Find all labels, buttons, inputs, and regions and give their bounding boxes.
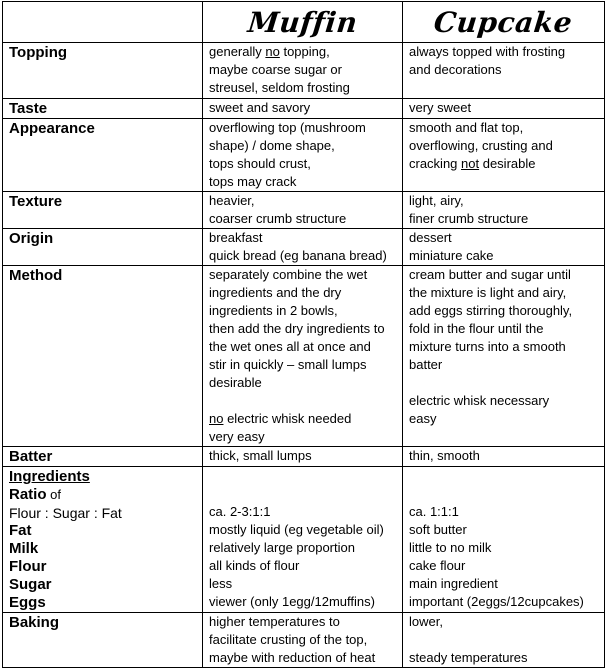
cupcake-ingredients: ca. 1:1:1 soft butter little to no milk cake flour main ingredient important (2eggs/12cupcakes) (403, 467, 605, 613)
muffin-batter: thick, small lumps (203, 447, 403, 467)
label-ingredients: Ingredients (9, 468, 90, 485)
cupcake-method: cream butter and sugar until the mixture is light and airy, add eggs stirring thoroughly, fold in the flour until the mixture turns into a smooth batter electric whisk necessary easy (403, 266, 605, 447)
cupcake-baking: lower, steady temperatures (403, 613, 605, 668)
label-eggs: Eggs (9, 594, 46, 611)
label-topping: Topping (3, 43, 203, 99)
row-baking (3, 613, 605, 668)
label-appearance: Appearance (3, 119, 203, 192)
row-texture (3, 192, 605, 229)
label-taste: Taste (3, 99, 203, 119)
row-ingredients (3, 467, 605, 613)
cupcake-topping: always topped with frosting and decorations (403, 43, 605, 99)
label-milk: Milk (9, 540, 39, 557)
row-method (3, 266, 605, 447)
header-empty-cell (3, 2, 203, 43)
label-fat: Fat (9, 522, 32, 539)
row-origin (3, 229, 605, 266)
label-ingredients-block: Ingredients Ratio of Flour : Sugar : Fat Fat Milk Flour Sugar Eggs (3, 467, 203, 613)
label-batter: Batter (3, 447, 203, 467)
comparison-table (2, 1, 605, 668)
cupcake-taste: very sweet (403, 99, 605, 119)
label-origin: Origin (3, 229, 203, 266)
muffin-texture: heavier, coarser crumb structure (203, 192, 403, 229)
row-taste (3, 99, 605, 119)
muffin-taste: sweet and savory (203, 99, 403, 119)
muffin-origin: breakfast quick bread (eg banana bread) (203, 229, 403, 266)
muffin-appearance: overflowing top (mushroom shape) / dome shape, tops should crust, tops may crack (203, 119, 403, 192)
label-method: Method (3, 266, 203, 447)
label-flour: Flour (9, 558, 47, 575)
muffin-baking: higher temperatures to facilitate crusting of the top, maybe with reduction of heat (203, 613, 403, 668)
cupcake-texture: light, airy, finer crumb structure (403, 192, 605, 229)
row-topping (3, 43, 605, 99)
label-baking: Baking (3, 613, 203, 668)
muffin-heading: Muffin (246, 5, 359, 39)
cupcake-batter: thin, smooth (403, 447, 605, 467)
row-batter (3, 447, 605, 467)
cupcake-heading: Cupcake (432, 5, 575, 39)
row-appearance (3, 119, 605, 192)
label-sugar: Sugar (9, 576, 52, 593)
header-cupcake (403, 2, 605, 43)
label-ratio: Ratio (9, 486, 47, 503)
muffin-method: separately combine the wet ingredients and the dry ingredients in 2 bowls, then add the dry ingredients to the wet ones all at once and stir in quickly – small lumps desirable no electric whisk needed very easy (203, 266, 403, 447)
header-muffin (203, 2, 403, 43)
muffin-topping: generally no topping, maybe coarse sugar or streusel, seldom frosting (203, 43, 403, 99)
muffin-ingredients: ca. 2-3:1:1 mostly liquid (eg vegetable oil) relatively large proportion all kinds of flour less viewer (only 1egg/12muffins) (203, 467, 403, 613)
cupcake-origin: dessert miniature cake (403, 229, 605, 266)
header-row (3, 2, 605, 43)
label-texture: Texture (3, 192, 203, 229)
cupcake-appearance: smooth and flat top, overflowing, crusting and cracking not desirable (403, 119, 605, 192)
label-ratio-line: Flour : Sugar : Fat (9, 505, 122, 521)
